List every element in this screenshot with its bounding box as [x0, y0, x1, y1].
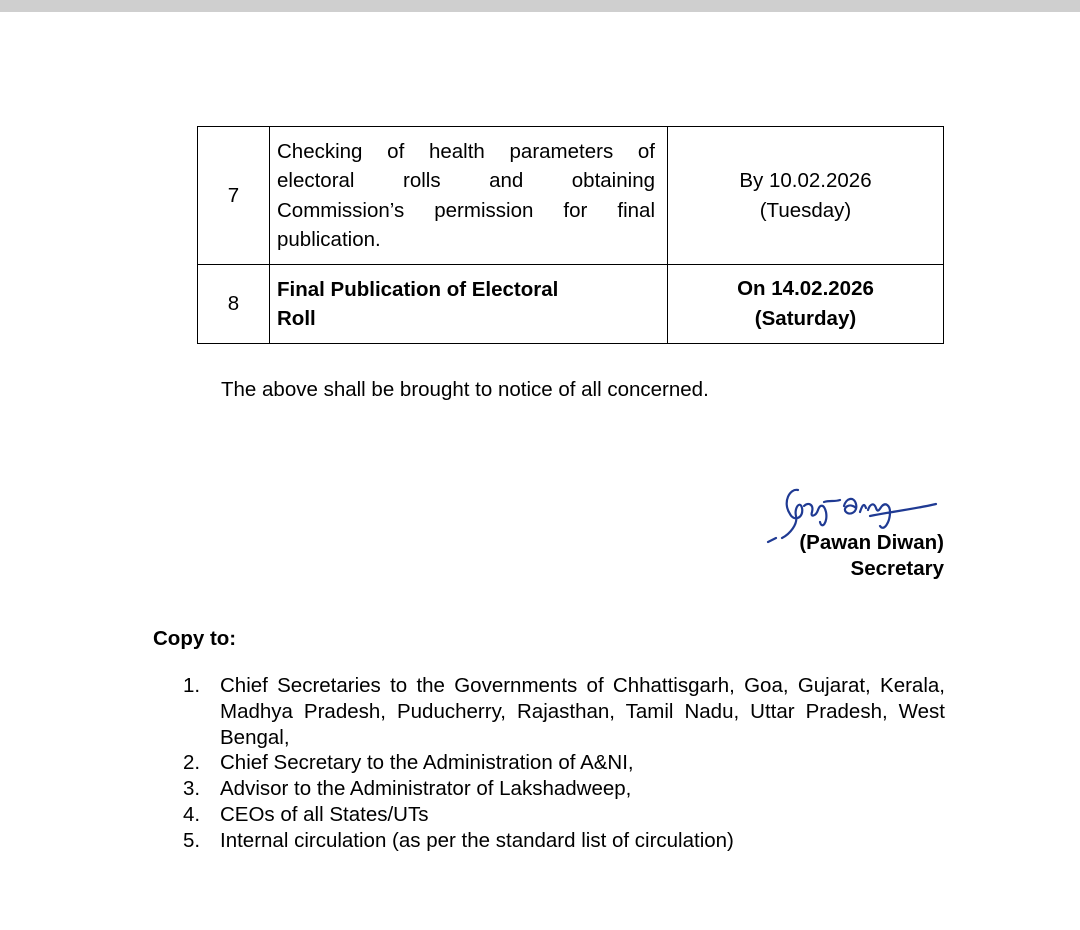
activity-line: Roll	[277, 307, 316, 330]
activity-cell	[270, 265, 668, 344]
list-text: CEOs of all States/UTs	[220, 802, 429, 826]
top-scrollbar-edge	[0, 0, 1080, 12]
table-row	[198, 265, 944, 344]
list-number: 3.	[183, 777, 201, 801]
list-line: Pradesh, West Bengal,	[220, 699, 946, 749]
list-item	[183, 750, 945, 776]
signatory-designation: Secretary	[850, 557, 944, 580]
list-text: Chief Secretary to the Administration of A&NI,	[220, 751, 634, 775]
day-text: (Tuesday)	[759, 198, 852, 222]
list-number: 2.	[183, 751, 201, 775]
activity-line: electoral rolls and obtaining	[277, 169, 655, 192]
date-cell	[668, 265, 944, 344]
row-number: 7	[198, 127, 270, 265]
list-item	[183, 673, 945, 750]
list-number: 4.	[183, 802, 201, 826]
activity-line: Checking of health parameters of	[277, 139, 655, 163]
copy-to-list	[183, 673, 945, 854]
signatory-name: (Pawan Diwan)	[799, 531, 944, 554]
activity-line: Commission’s permission for final	[277, 198, 655, 222]
list-item	[183, 828, 945, 854]
list-line: Kerala, Madhya Pradesh, Puducherry, Rajasthan, Tamil Nadu, Uttar	[220, 674, 945, 723]
row-number: 8	[198, 265, 270, 344]
list-text: Advisor to the Administrator of Lakshadweep,	[220, 777, 632, 801]
notice-text: The above shall be brought to notice of all concerned.	[221, 378, 709, 401]
activity-line: Final Publication of Electoral	[277, 277, 559, 301]
list-number: 5.	[183, 828, 201, 852]
date-text: By 10.02.2026	[739, 168, 872, 192]
list-line: Chief Secretaries to the Governments of Chhattisgarh, Goa, Gujarat,	[220, 674, 871, 697]
list-item	[183, 776, 945, 802]
list-text: Internal circulation (as per the standard list of circulation)	[220, 828, 734, 852]
activity-cell	[270, 127, 668, 265]
schedule-table	[197, 126, 944, 344]
list-item	[183, 802, 945, 828]
date-cell	[668, 127, 944, 265]
day-text: (Saturday)	[754, 307, 857, 330]
list-number: 1.	[183, 674, 201, 697]
activity-line: publication.	[277, 228, 381, 251]
copy-to-heading: Copy to:	[153, 627, 237, 650]
table-row	[198, 127, 944, 265]
date-text: On 14.02.2026	[737, 277, 874, 300]
list-text	[220, 673, 945, 750]
